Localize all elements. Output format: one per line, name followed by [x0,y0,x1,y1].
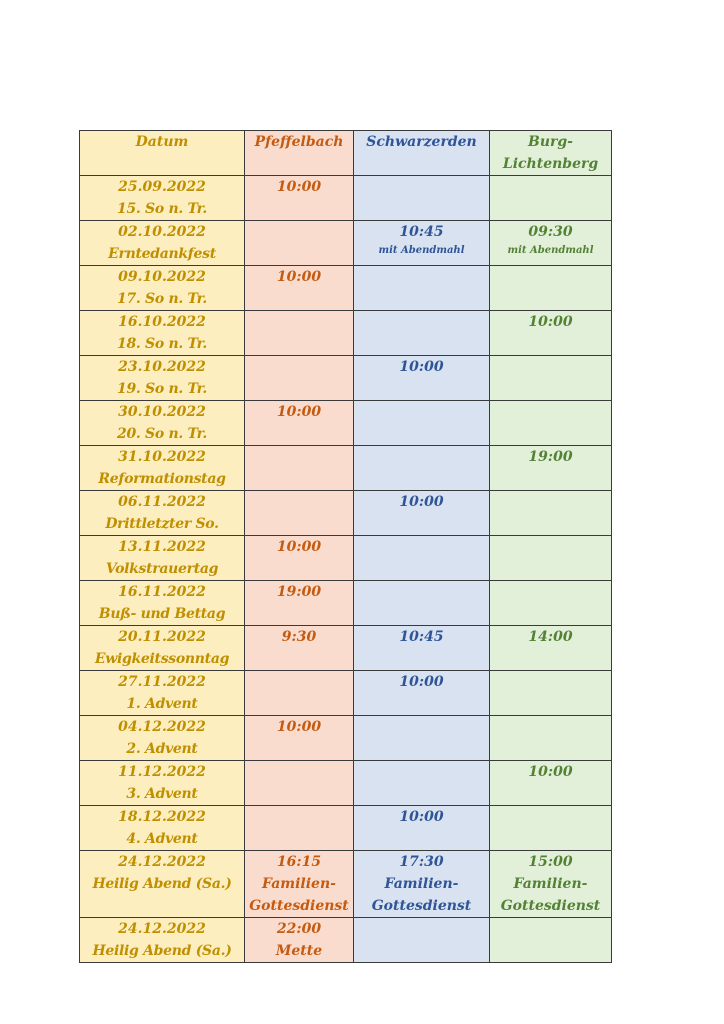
schwarzerden-cell [354,491,490,536]
burg-lichtenberg-cell [490,581,612,626]
table-row [80,311,612,356]
service-time: 10:00 [276,269,322,285]
pfeffelbach-cell [245,491,354,536]
service-time: 10:00 [399,674,444,690]
pfeffelbach-cell [245,626,354,671]
date-cell [80,311,245,356]
day-name: Buß- und Bettag [98,606,226,622]
service-time: 10:45 [399,629,444,645]
service-time: 10:00 [276,179,322,195]
schwarzerden-cell [354,356,490,401]
pfeffelbach-cell [245,311,354,356]
pfeffelbach-cell [245,401,354,446]
service-note: Gottesdienst [371,898,472,914]
date-value: 16.11.2022 [118,584,206,600]
date-value: 24.12.2022 [118,854,206,870]
burg-lichtenberg-cell [490,626,612,671]
schwarzerden-cell [354,806,490,851]
table-row [80,851,612,918]
burg-lichtenberg-cell [490,671,612,716]
day-name: Ewigkeitssonntag [94,651,230,667]
burg-lichtenberg-cell [490,446,612,491]
table-row [80,581,612,626]
service-time: 10:00 [276,719,322,735]
date-cell [80,176,245,221]
day-name: Heilig Abend (Sa.) [92,876,232,892]
service-time: 10:00 [276,539,322,555]
schwarzerden-cell [354,311,490,356]
burg-lichtenberg-cell [490,851,612,918]
date-cell [80,266,245,311]
pfeffelbach-cell [245,806,354,851]
schwarzerden-cell [354,581,490,626]
service-note: Mette [275,943,323,959]
date-value: 06.11.2022 [118,494,206,510]
service-schedule-table [79,130,612,963]
table-row [80,221,612,266]
service-time: 14:00 [528,629,573,645]
day-name: 19. So n. Tr. [117,381,207,397]
burg-lichtenberg-cell [490,266,612,311]
day-name: 1. Advent [126,696,198,712]
date-value: 13.11.2022 [118,539,206,555]
pfeffelbach-cell [245,221,354,266]
pfeffelbach-cell [245,356,354,401]
service-time: 19:00 [276,584,322,600]
header-burg-lichtenberg [490,131,612,176]
schwarzerden-cell [354,446,490,491]
service-time: 10:00 [528,764,573,780]
date-value: 09.10.2022 [118,269,206,285]
table-row [80,446,612,491]
pfeffelbach-cell [245,671,354,716]
date-cell [80,581,245,626]
service-time: 17:30 [399,854,444,870]
header-pfeffelbach [245,131,354,176]
date-cell [80,761,245,806]
service-time: 15:00 [528,854,573,870]
table-row [80,806,612,851]
date-value: 20.11.2022 [118,629,206,645]
table-row [80,266,612,311]
header-row [80,131,612,176]
day-name: Volkstrauertag [105,561,219,577]
pfeffelbach-cell [245,446,354,491]
schwarzerden-cell [354,401,490,446]
burg-lichtenberg-cell [490,761,612,806]
day-name: Drittletzter So. [105,516,219,532]
table-row [80,356,612,401]
burg-lichtenberg-cell [490,716,612,761]
table-row [80,918,612,963]
day-name: 4. Advent [126,831,198,847]
day-name: 20. So n. Tr. [117,426,207,442]
schwarzerden-cell [354,761,490,806]
schwarzerden-cell [354,626,490,671]
burg-lichtenberg-cell [490,221,612,266]
communion-note: mit Abendmahl [507,245,594,256]
pfeffelbach-cell [245,851,354,918]
table-row [80,626,612,671]
service-time: 09:30 [528,224,573,240]
table-row [80,716,612,761]
day-name: Reformationstag [98,471,226,487]
date-value: 04.12.2022 [118,719,206,735]
service-time: 10:00 [528,314,573,330]
schwarzerden-cell [354,716,490,761]
date-cell [80,356,245,401]
header-schwarzerden-label: Schwarzerden [366,134,477,150]
service-time: 22:00 [276,921,322,937]
date-cell [80,918,245,963]
burg-lichtenberg-cell [490,918,612,963]
date-cell [80,491,245,536]
header-schwarzerden [354,131,490,176]
header-pfeffelbach-label: Pfeffelbach [254,134,344,150]
service-time: 10:00 [399,359,444,375]
burg-lichtenberg-cell [490,806,612,851]
burg-lichtenberg-cell [490,536,612,581]
date-value: 02.10.2022 [118,224,206,240]
date-cell [80,851,245,918]
date-cell [80,626,245,671]
pfeffelbach-cell [245,761,354,806]
pfeffelbach-cell [245,176,354,221]
service-time: 10:45 [399,224,444,240]
date-cell [80,716,245,761]
header-datum-label: Datum [135,134,189,150]
date-value: 31.10.2022 [118,449,206,465]
day-name: 2. Advent [126,741,198,757]
date-cell [80,671,245,716]
service-note: Familien- [384,876,459,892]
day-name: 17. So n. Tr. [117,291,207,307]
date-value: 25.09.2022 [118,179,206,195]
burg-lichtenberg-cell [490,311,612,356]
date-value: 16.10.2022 [118,314,206,330]
pfeffelbach-cell [245,266,354,311]
schwarzerden-cell [354,671,490,716]
date-value: 18.12.2022 [118,809,206,825]
date-value: 27.11.2022 [118,674,206,690]
header-datum [80,131,245,176]
table-row [80,761,612,806]
service-time: 19:00 [528,449,573,465]
table-row [80,491,612,536]
burg-lichtenberg-cell [490,491,612,536]
schwarzerden-cell [354,176,490,221]
date-value: 30.10.2022 [118,404,206,420]
schwarzerden-cell [354,266,490,311]
day-name: 18. So n. Tr. [117,336,207,352]
communion-note: mit Abendmahl [378,245,465,256]
header-burg-line1: Burg- [528,134,573,150]
table-row [80,536,612,581]
schedule-body [80,176,612,963]
burg-lichtenberg-cell [490,401,612,446]
pfeffelbach-cell [245,581,354,626]
date-cell [80,446,245,491]
service-note: Familien- [262,876,336,892]
date-value: 11.12.2022 [118,764,206,780]
date-value: 23.10.2022 [118,359,206,375]
header-burg-line2: Lichtenberg [502,156,599,172]
service-time: 10:00 [399,494,444,510]
pfeffelbach-cell [245,918,354,963]
pfeffelbach-cell [245,716,354,761]
date-cell [80,401,245,446]
day-name: Heilig Abend (Sa.) [92,943,232,959]
service-time: 9:30 [281,629,317,645]
table-row [80,671,612,716]
service-time: 16:15 [276,854,322,870]
schwarzerden-cell [354,851,490,918]
service-note: Gottesdienst [249,898,349,914]
schwarzerden-cell [354,221,490,266]
schwarzerden-cell [354,536,490,581]
service-note: Gottesdienst [500,898,601,914]
date-value: 24.12.2022 [118,921,206,937]
service-time: 10:00 [399,809,444,825]
date-cell [80,536,245,581]
date-cell [80,806,245,851]
table-row [80,176,612,221]
date-cell [80,221,245,266]
day-name: 15. So n. Tr. [117,201,207,217]
service-time: 10:00 [276,404,322,420]
service-note: Familien- [513,876,588,892]
table-row [80,401,612,446]
schwarzerden-cell [354,918,490,963]
pfeffelbach-cell [245,536,354,581]
day-name: Erntedankfest [108,246,216,262]
burg-lichtenberg-cell [490,356,612,401]
day-name: 3. Advent [126,786,198,802]
burg-lichtenberg-cell [490,176,612,221]
